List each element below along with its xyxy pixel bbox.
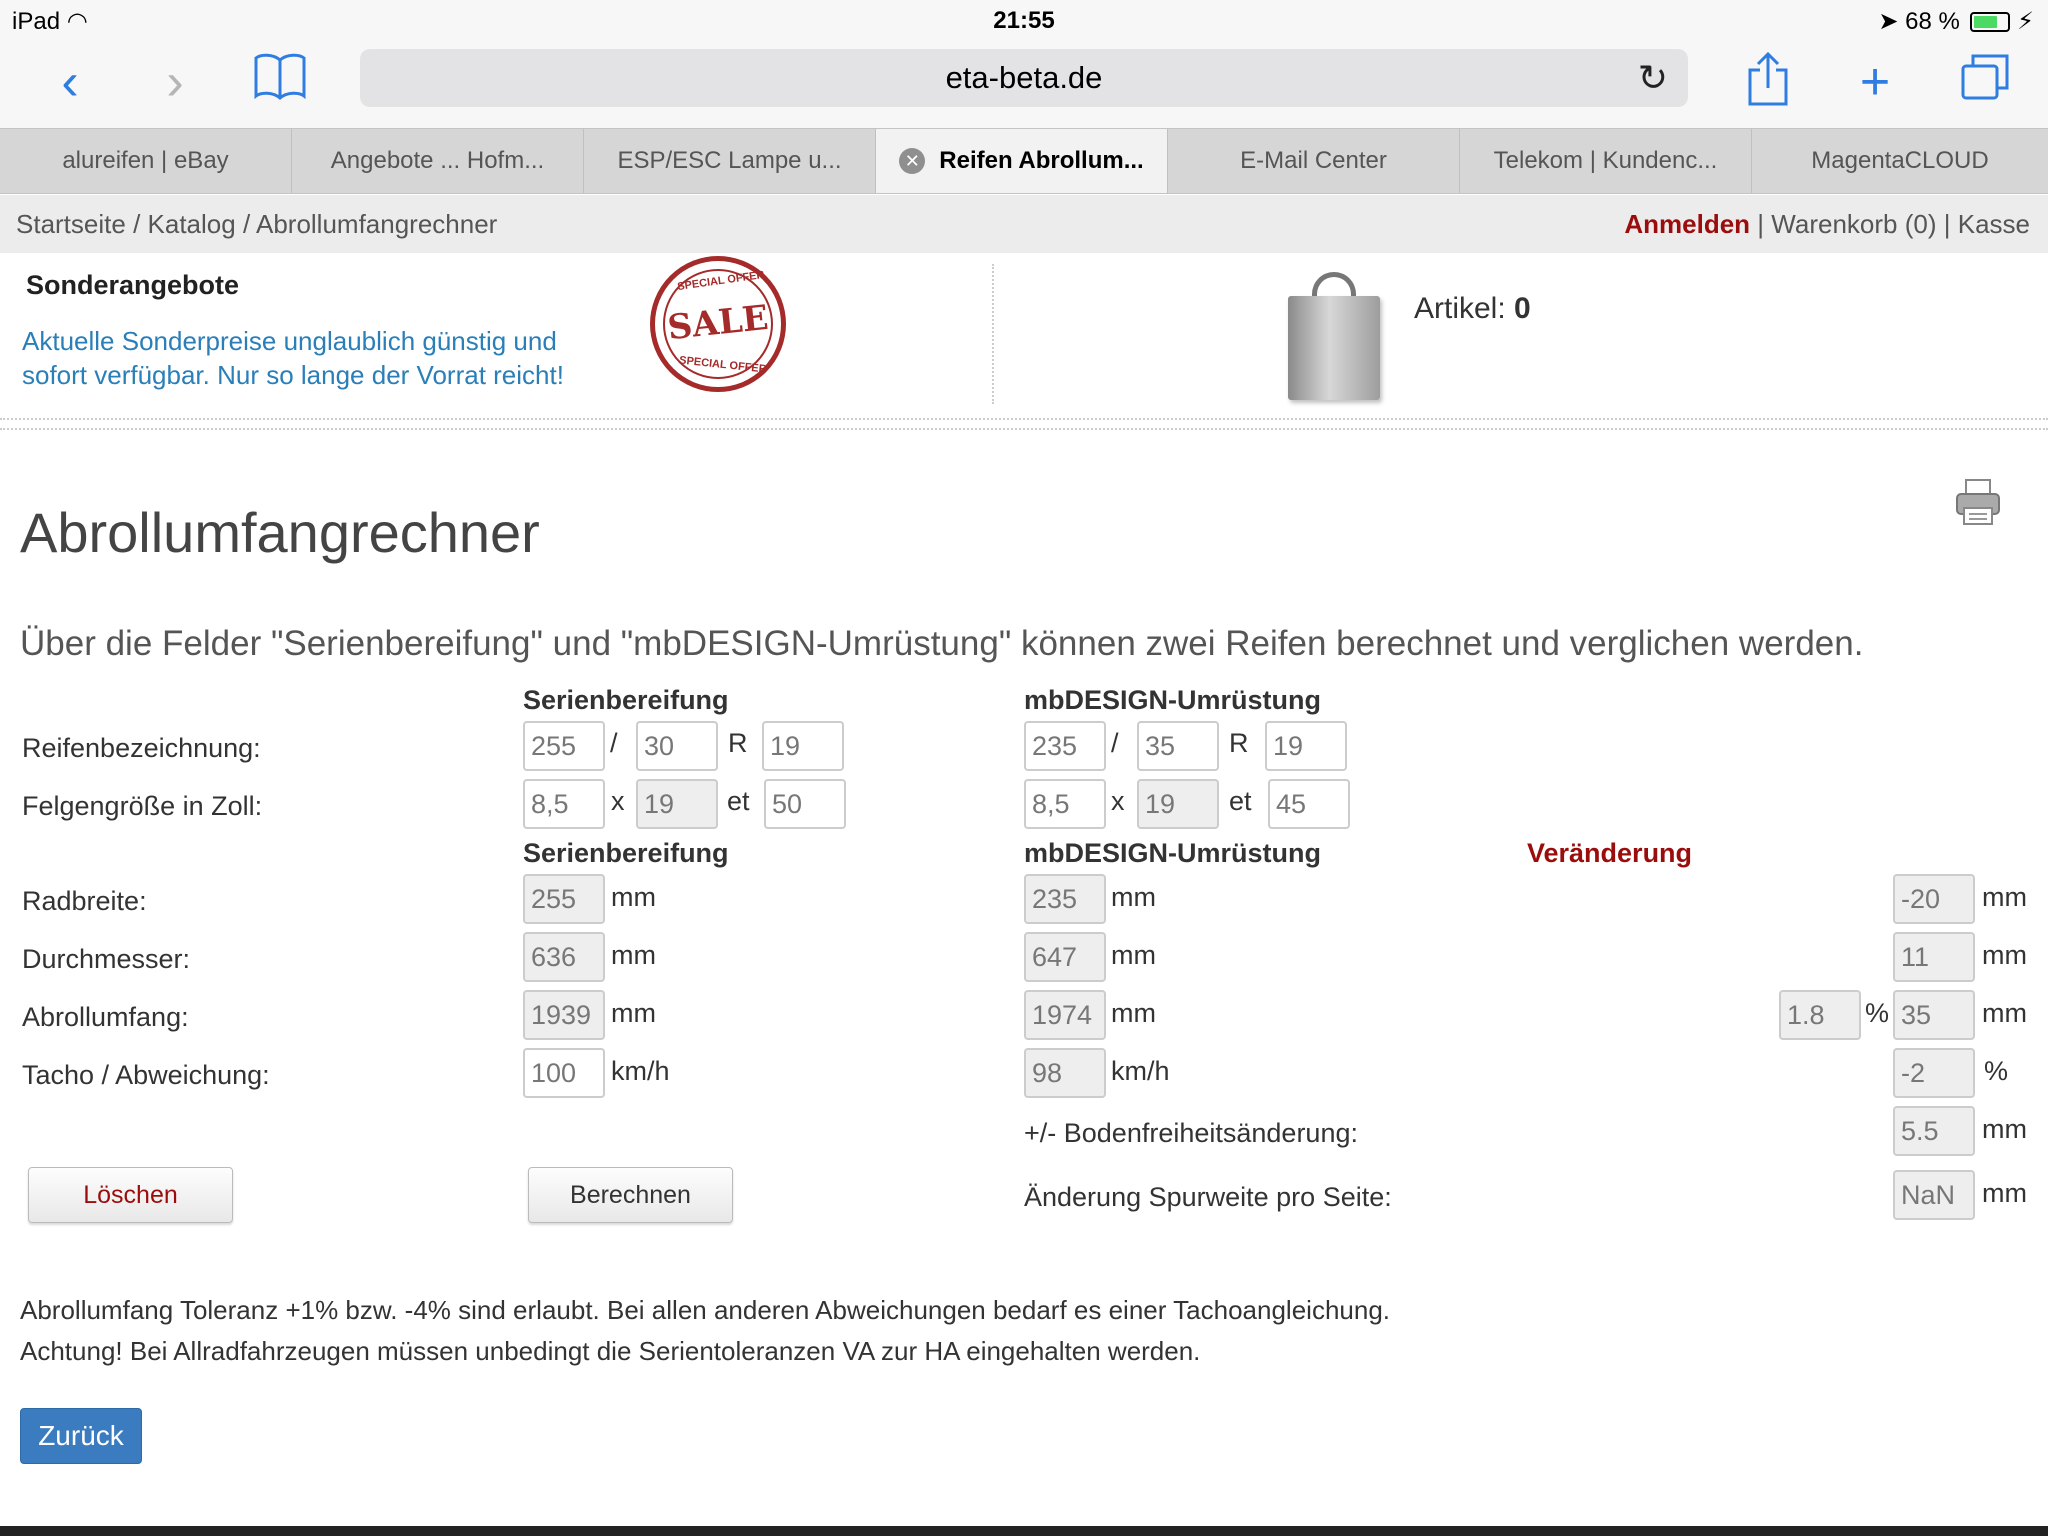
unit-percent: %	[1865, 998, 1890, 1028]
tolerance-note: Abrollumfang Toleranz +1% bzw. -4% sind erlaubt. Bei allen anderen Abweichungen bedarf es einer Tachoangleichung.	[20, 1295, 1391, 1325]
change-abrollumfang-pct-field	[1779, 990, 1861, 1040]
et-sep: et	[1229, 786, 1252, 816]
cart-count-label: Artikel:	[1414, 292, 1506, 325]
unit-kmh: km/h	[611, 1056, 670, 1086]
label-tacho: Tacho / Abweichung:	[22, 1060, 270, 1090]
clock: 21:55	[993, 7, 1055, 34]
unit-mm: mm	[1982, 940, 2027, 970]
unit-mm: mm	[1982, 998, 2027, 1028]
new-tab-icon[interactable]: +	[1859, 53, 1891, 111]
link-sep: |	[1943, 209, 1951, 239]
cart-count	[1414, 292, 1531, 326]
login-link[interactable]: Anmelden	[1624, 209, 1751, 239]
tab-label: Angebote ... Hofm...	[330, 147, 545, 174]
serien-abrollumfang-field	[523, 990, 605, 1040]
x-sep: x	[1111, 786, 1125, 816]
mb-radbreite-field	[1024, 874, 1106, 924]
checkout-link[interactable]: Kasse	[1957, 209, 2030, 239]
serien-rim-dia-field	[636, 779, 718, 829]
tab-label: MagentaCLOUD	[1811, 147, 1989, 174]
account-links	[1624, 209, 2030, 240]
breadcrumb-catalog[interactable]: Katalog	[147, 209, 236, 239]
calculate-button[interactable]: Berechnen	[528, 1167, 733, 1223]
status-bar	[0, 0, 2048, 40]
tacho-input[interactable]	[523, 1048, 605, 1098]
breadcrumb-bar	[0, 195, 2048, 253]
change-spurweite-field	[1893, 1170, 1975, 1220]
label-abrollumfang: Abrollumfang:	[22, 1002, 189, 1032]
label-bodenfreiheit: +/- Bodenfreiheitsänderung:	[1024, 1118, 1358, 1148]
label-reifenbezeichnung: Reifenbezeichnung:	[22, 733, 261, 763]
forward-arrow-icon[interactable]: ›	[166, 53, 184, 111]
page-title: Abrollumfangrechner	[20, 501, 540, 564]
tab-label: Reifen Abrollum...	[939, 147, 1144, 174]
serien-width-input[interactable]	[523, 721, 605, 771]
unit-mm: mm	[611, 940, 656, 970]
mb-abrollumfang-field	[1024, 990, 1106, 1040]
location-arrow-icon: ➤	[1878, 8, 1899, 35]
serien-et-input[interactable]	[764, 779, 846, 829]
browser-toolbar	[0, 40, 2048, 128]
col-head-change: Veränderung	[1527, 838, 1693, 868]
promo-link[interactable]: Aktuelle Sonderpreise unglaublich günstig und sofort verfügbar. Nur so lange der Vorrat reicht!	[22, 326, 564, 390]
x-sep: x	[611, 786, 625, 816]
breadcrumb-sep: /	[242, 209, 251, 239]
battery-icon	[1970, 12, 2010, 32]
tab-esp-lampe[interactable]	[584, 129, 876, 193]
device-name: iPad	[12, 8, 61, 35]
change-abrollumfang-field	[1893, 990, 1975, 1040]
col-head-serien: Serienbereifung	[523, 685, 729, 715]
awd-warning-note: Achtung! Bei Allradfahrzeugen müssen unbedingt die Serientoleranzen VA zur HA eingehalten werden.	[20, 1336, 1201, 1366]
mb-ratio-input[interactable]	[1137, 721, 1219, 771]
serien-rim-width-input[interactable]	[523, 779, 605, 829]
tab-email-center[interactable]	[1168, 129, 1460, 193]
tab-angebote[interactable]	[292, 129, 584, 193]
label-spurweite: Änderung Spurweite pro Seite:	[1024, 1182, 1392, 1212]
cart-count-value: 0	[1514, 292, 1531, 325]
back-arrow-icon[interactable]: ‹	[61, 53, 79, 111]
breadcrumb-home[interactable]: Startseite	[16, 209, 126, 239]
r-sep: R	[728, 728, 748, 758]
label-radbreite: Radbreite:	[22, 886, 147, 916]
shopping-bag-icon[interactable]	[1288, 296, 1380, 400]
sale-badge-ring: SPECIAL OFFER	[676, 268, 766, 294]
serien-radbreite-field	[523, 874, 605, 924]
bookmarks-icon[interactable]	[250, 52, 310, 112]
r-sep: R	[1229, 728, 1249, 758]
serien-rim-input[interactable]	[762, 721, 844, 771]
mb-et-input[interactable]	[1268, 779, 1350, 829]
col-head-mb-results: mbDESIGN-Umrüstung	[1024, 838, 1321, 868]
unit-mm: mm	[1111, 882, 1156, 912]
share-icon[interactable]	[1738, 52, 1798, 112]
clear-button[interactable]: Löschen	[28, 1167, 233, 1223]
sale-badge-word: SALE	[665, 297, 771, 349]
unit-kmh: km/h	[1111, 1056, 1170, 1086]
sale-badge[interactable]	[650, 256, 786, 392]
tab-label: E-Mail Center	[1240, 147, 1387, 174]
unit-mm: mm	[1982, 1114, 2027, 1144]
et-sep: et	[727, 786, 750, 816]
url-text: eta-beta.de	[945, 60, 1103, 95]
battery-percent: 68 %	[1905, 8, 1960, 35]
tab-telekom[interactable]	[1460, 129, 1752, 193]
mb-rim-width-input[interactable]	[1024, 779, 1106, 829]
breadcrumb	[16, 209, 497, 240]
cart-link[interactable]: Warenkorb (0)	[1771, 209, 1937, 239]
mb-rim-dia-field	[1137, 779, 1219, 829]
change-bodenfreiheit-field	[1893, 1106, 1975, 1156]
link-sep: |	[1757, 209, 1765, 239]
unit-mm: mm	[611, 998, 656, 1028]
reload-icon[interactable]: ↻	[1637, 57, 1668, 98]
slash-sep: /	[1111, 728, 1119, 758]
col-head-mb: mbDESIGN-Umrüstung	[1024, 685, 1321, 715]
tab-magentacloud[interactable]	[1752, 129, 2048, 193]
unit-mm: mm	[611, 882, 656, 912]
unit-percent: %	[1984, 1056, 2009, 1086]
serien-durchmesser-field	[523, 932, 605, 982]
promo-title: Sonderangebote	[26, 270, 240, 300]
address-bar[interactable]	[360, 49, 1688, 107]
mb-tacho-field	[1024, 1048, 1106, 1098]
mb-rim-input[interactable]	[1265, 721, 1347, 771]
col-head-serien-results: Serienbereifung	[523, 838, 729, 868]
serien-ratio-input[interactable]	[636, 721, 718, 771]
tab-reifen-active[interactable]	[876, 129, 1168, 193]
sale-badge-ring-bottom: SPECIAL OFFER	[678, 354, 768, 376]
wifi-icon: ◠	[66, 8, 88, 35]
unit-mm: mm	[1982, 882, 2027, 912]
printer-icon[interactable]	[1954, 478, 2002, 526]
unit-mm: mm	[1111, 940, 1156, 970]
mb-durchmesser-field	[1024, 932, 1106, 982]
close-tab-icon[interactable]: ✕	[899, 148, 925, 174]
tab-label: alureifen | eBay	[62, 147, 229, 174]
change-tacho-field	[1893, 1048, 1975, 1098]
unit-mm: mm	[1111, 998, 1156, 1028]
tabs-overview-icon[interactable]	[1955, 52, 2015, 112]
change-radbreite-field	[1893, 874, 1975, 924]
tab-label: ESP/ESC Lampe u...	[617, 147, 842, 174]
label-felgengroesse: Felgengröße in Zoll:	[22, 791, 263, 821]
label-durchmesser: Durchmesser:	[22, 944, 191, 974]
change-durchmesser-field	[1893, 932, 1975, 982]
unit-mm: mm	[1982, 1178, 2027, 1208]
slash-sep: /	[610, 728, 618, 758]
tab-alureifen[interactable]	[0, 129, 292, 193]
charging-icon: ⚡	[2017, 8, 2034, 35]
breadcrumb-sep: /	[133, 209, 141, 239]
status-right	[1878, 7, 2034, 36]
dotted-divider	[0, 418, 2048, 430]
intro-text: Über die Felder "Serienbereifung" und "mbDESIGN-Umrüstung" können zwei Reifen berechnet und verglichen werden.	[20, 624, 1864, 663]
tab-strip	[0, 128, 2048, 194]
back-button[interactable]: Zurück	[20, 1408, 142, 1464]
footer-bar	[0, 1526, 2048, 1536]
divider	[992, 264, 994, 404]
mb-width-input[interactable]	[1024, 721, 1106, 771]
tab-label: Telekom | Kundenc...	[1493, 147, 1718, 174]
breadcrumb-current: Abrollumfangrechner	[255, 209, 498, 239]
